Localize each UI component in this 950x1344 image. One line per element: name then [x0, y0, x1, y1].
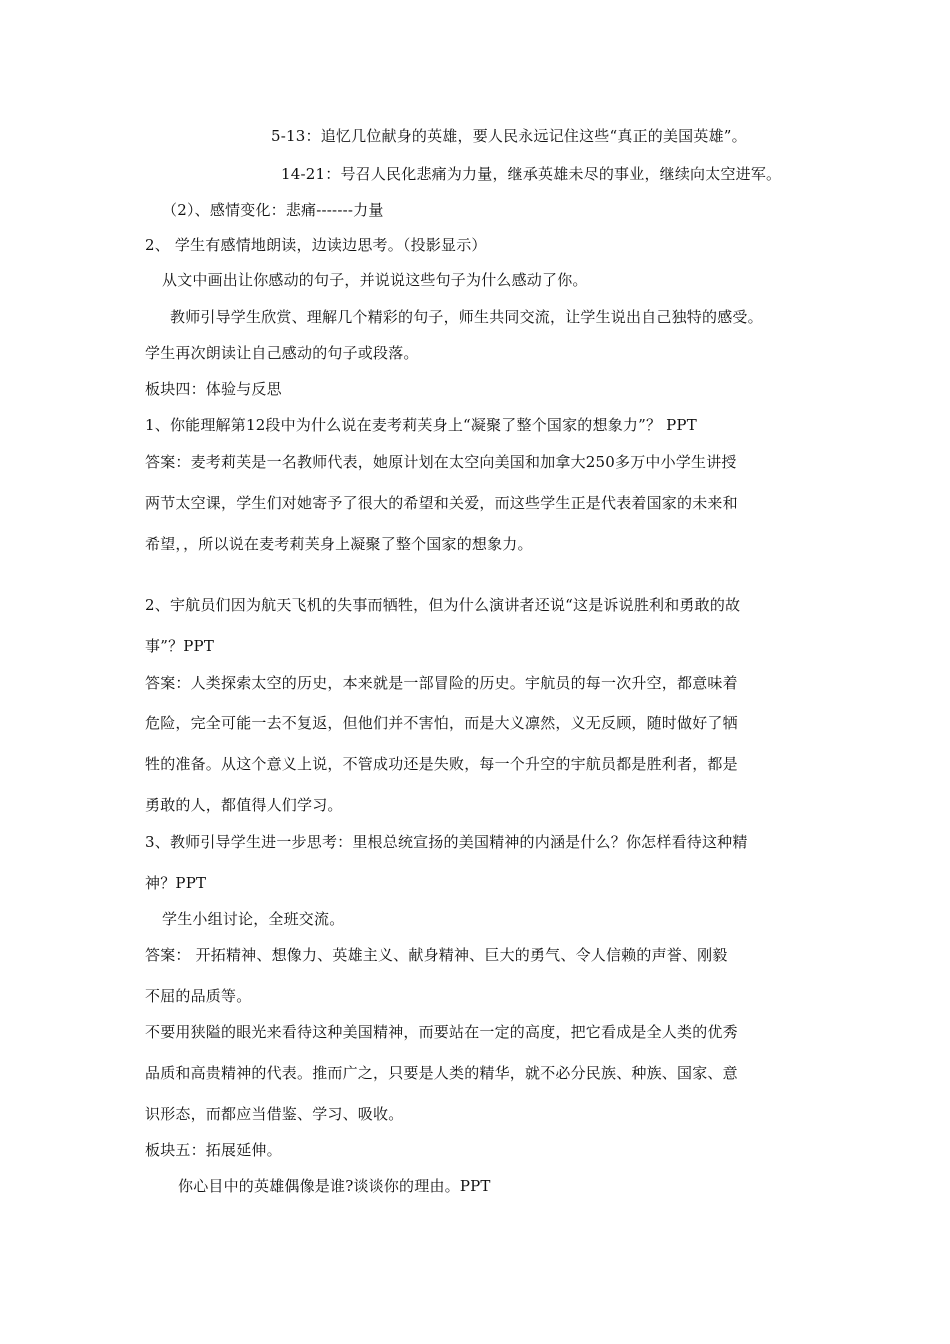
- text-line: 品质和高贵精神的代表。推而广之，只要是人类的精华，就不必分民族、种族、国家、意: [145, 1064, 738, 1082]
- text-line: （2）、感情变化：悲痛-------力量: [162, 201, 384, 219]
- text-line: 14-21：号召人民化悲痛为力量，继承英雄未尽的事业，继续向太空进军。: [281, 165, 782, 183]
- section-heading: 板块五：拓展延伸。: [145, 1141, 282, 1159]
- text-line: 你心目中的英雄偶像是谁?谈谈你的理由。PPT: [178, 1177, 491, 1195]
- text-line: 5-13：追忆几位献身的英雄，要人民永远记住这些“真正的美国英雄”。: [271, 127, 747, 145]
- text-line: 神？PPT: [145, 874, 207, 892]
- text-line: 危险，完全可能一去不复返，但他们并不害怕，而是大义凛然，义无反顾，随时做好了牺: [145, 714, 738, 732]
- text-line: 从文中画出让你感动的句子，并说说这些句子为什么感动了你。: [162, 271, 588, 289]
- section-heading: 板块四：体验与反思: [145, 380, 282, 398]
- text-line: 不屈的品质等。: [145, 987, 252, 1005]
- text-line: 2、 学生有感情地朗读，边读边思考。（投影显示）: [145, 236, 487, 254]
- text-line: 事”？PPT: [145, 637, 215, 655]
- text-line: 2、宇航员们因为航天飞机的失事而牺牲，但为什么演讲者还说“这是诉说胜利和勇敢的故: [145, 596, 741, 614]
- text-line: 答案：麦考莉芙是一名教师代表，她原计划在太空向美国和加拿大250多万中小学生讲授: [145, 453, 737, 471]
- text-line: 1、你能理解第12段中为什么说在麦考莉芙身上“凝聚了整个国家的想象力”？ PPT: [145, 416, 697, 434]
- text-line: 牲的准备。从这个意义上说，不管成功还是失败，每一个升空的宇航员都是胜利者，都是: [145, 755, 738, 773]
- text-line: 不要用狭隘的眼光来看待这种美国精神，而要站在一定的高度，把它看成是全人类的优秀: [145, 1023, 738, 1041]
- text-line: 勇敢的人，都值得人们学习。: [145, 796, 343, 814]
- text-line: 学生小组讨论，全班交流。: [162, 910, 345, 928]
- text-line: 学生再次朗读让自己感动的句子或段落。: [145, 344, 419, 362]
- text-line: 希望，，所以说在麦考莉芙身上凝聚了整个国家的想象力。: [145, 535, 533, 553]
- text-line: 教师引导学生欣赏、理解几个精彩的句子，师生共同交流，让学生说出自己独特的感受。: [170, 308, 763, 326]
- text-line: 答案： 开拓精神、想像力、英雄主义、献身精神、巨大的勇气、令人信赖的声誉、刚毅: [145, 946, 728, 964]
- text-line: 两节太空课，学生们对她寄予了很大的希望和关爱，而这些学生正是代表着国家的未来和: [145, 494, 738, 512]
- text-line: 识形态，而都应当借鉴、学习、吸收。: [145, 1105, 404, 1123]
- text-line: 答案：人类探索太空的历史，本来就是一部冒险的历史。宇航员的每一次升空，都意味着: [145, 674, 738, 692]
- text-line: 3、教师引导学生进一步思考：里根总统宣扬的美国精神的内涵是什么？你怎样看待这种精: [145, 833, 748, 851]
